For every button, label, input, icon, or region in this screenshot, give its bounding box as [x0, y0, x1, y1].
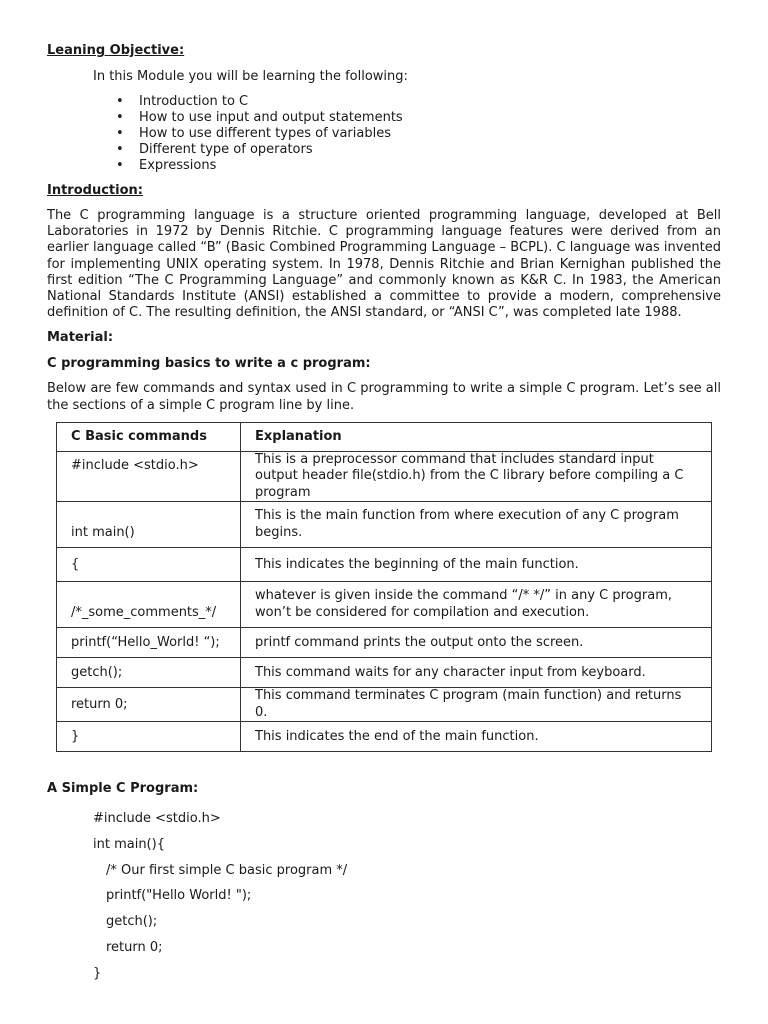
list-item: • Different type of operators: [139, 142, 721, 158]
code-line: getch();: [106, 914, 158, 930]
explanation-cell: This is the main function from where execution of any C program begins.: [241, 502, 712, 548]
table-row: [57, 582, 712, 628]
table-header-row: [57, 422, 712, 451]
introduction-paragraph: The C programming language is a structure oriented programming language, developed at Bell Laboratories in 1972 by Dennis Ritchie. C programming language features were derived from an earlier language called “B” (Basic Combined Programming Language – BCPL). C language was invented for implementing UNIX operating system. In 1978, Dennis Ritchie and Brian Kernighan published the first edition “The C Programming Language” and commonly known as K&R C. In 1983, the American National Standards Institute (ANSI) established a committee to provide a modern, comprehensive definition of C. The resulting definition, the ANSI standard, or “ANSI C”, was completed late 1988.: [47, 208, 721, 321]
column-header-explanation: Explanation: [241, 422, 712, 451]
objective-list: [47, 94, 721, 174]
code-line: int main(){: [93, 837, 165, 853]
command-cell: #include <stdio.h>: [57, 451, 241, 502]
list-item: • How to use different types of variables: [139, 126, 721, 142]
command-cell: printf(“Hello_World! “);: [57, 628, 241, 658]
explanation-cell: whatever is given inside the command “/* */” in any C program, won’t be considered for compilation and execution.: [241, 582, 712, 628]
table-row: [57, 548, 712, 582]
command-cell: }: [57, 722, 241, 752]
table-row: [57, 722, 712, 752]
program-heading: A Simple C Program:: [47, 781, 199, 797]
code-line: /* Our first simple C basic program */: [106, 862, 348, 878]
table-row: [57, 688, 712, 722]
objective-intro: In this Module you will be learning the following:: [93, 69, 408, 84]
code-line: #include <stdio.h>: [93, 811, 221, 827]
list-item: • How to use input and output statements: [139, 110, 721, 126]
code-line: return 0;: [106, 939, 163, 955]
code-block: [93, 806, 721, 986]
material-paragraph: Below are few commands and syntax used in C programming to write a simple C program. Let’s see all the sections of a simple C program line by line.: [47, 381, 721, 413]
table-row: [57, 628, 712, 658]
code-line: printf("Hello World! ");: [106, 888, 252, 904]
explanation-cell: This is a preprocessor command that includes standard input output header file(stdio.h) from the C library before compiling a C program: [241, 451, 712, 502]
command-cell: int main(): [57, 502, 241, 548]
explanation-cell: This command terminates C program (main function) and returns 0.: [241, 688, 712, 722]
objective-heading: Leaning Objective:: [47, 43, 185, 58]
commands-table: [56, 422, 712, 753]
table-row: [57, 658, 712, 688]
command-cell: return 0;: [57, 688, 241, 722]
introduction-heading: Introduction:: [47, 183, 143, 198]
table-row: [57, 502, 712, 548]
command-cell: getch();: [57, 658, 241, 688]
explanation-cell: This indicates the end of the main function.: [241, 722, 712, 752]
table-row: [57, 451, 712, 502]
list-item: • Introduction to C: [139, 94, 721, 110]
material-subheading: C programming basics to write a c program:: [47, 356, 371, 372]
list-item: • Expressions: [139, 158, 721, 174]
command-cell: /*_some_comments_*/: [57, 582, 241, 628]
code-line: }: [93, 965, 102, 981]
explanation-cell: printf command prints the output onto the screen.: [241, 628, 712, 658]
command-cell: {: [57, 548, 241, 582]
explanation-cell: This indicates the beginning of the main function.: [241, 548, 712, 582]
material-heading: Material:: [47, 330, 114, 346]
explanation-cell: This command waits for any character input from keyboard.: [241, 658, 712, 688]
document-page: [47, 42, 721, 986]
column-header-commands: C Basic commands: [57, 422, 241, 451]
